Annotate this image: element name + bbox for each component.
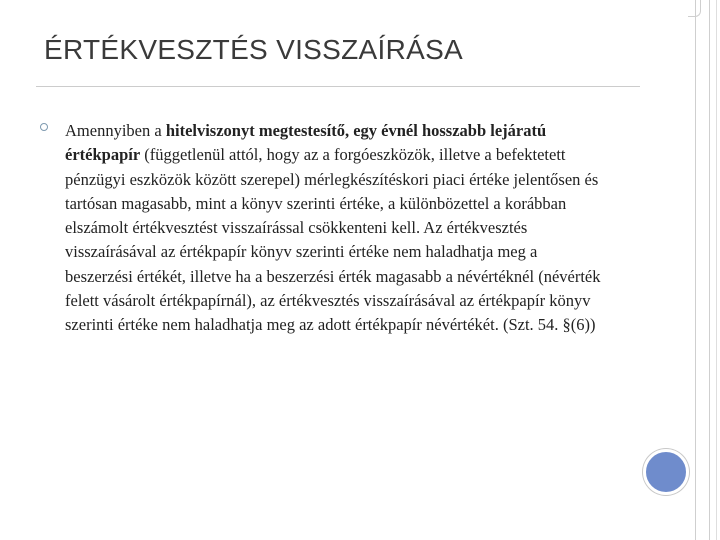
slide-title: ÉRTÉKVESZTÉS VISSZAÍRÁSA: [44, 34, 464, 65]
bullet-text-rest: (függetlenül attól, hogy az a forgóeszközök, illetve a befektetett pénzügyi eszközök között szerepel) mérlegkészítéskori piaci értéke jelentősen és tartósan magasabb, mint a könyv szerinti értéke, a különbözettel a korábban elszámolt értékvesztést visszaírással csökkenteni kell. Az értékvesztés visszaírásával az értékpapír könyv szerinti értéke nem haladhatja meg a beszerzési értékét, illetve ha a beszerzési érték magasabb a névértéknél (névérték felett vásárolt értékpapírnál), az értékvesztés visszaírásával az értékpapír könyv szerinti értéke nem haladhatja meg az adott értékpapír névértékét. (Szt. 54. §(6)): [65, 145, 601, 335]
bullet-circle-icon: [40, 123, 48, 131]
decorative-rail-cap: [688, 0, 701, 17]
bullet-text-prefix: Amennyiben a: [65, 121, 166, 140]
decorative-rail-line: [716, 0, 717, 540]
decorative-rail-line: [709, 0, 710, 540]
title-divider: [36, 86, 640, 87]
bullet-text: [65, 119, 605, 338]
decorative-circle: [643, 449, 689, 495]
bullet-text-bold: hitelviszonyt megtestesítő, egy évnél hosszabb lejáratú értékpapír: [65, 121, 547, 165]
decorative-rail-line: [695, 0, 696, 540]
